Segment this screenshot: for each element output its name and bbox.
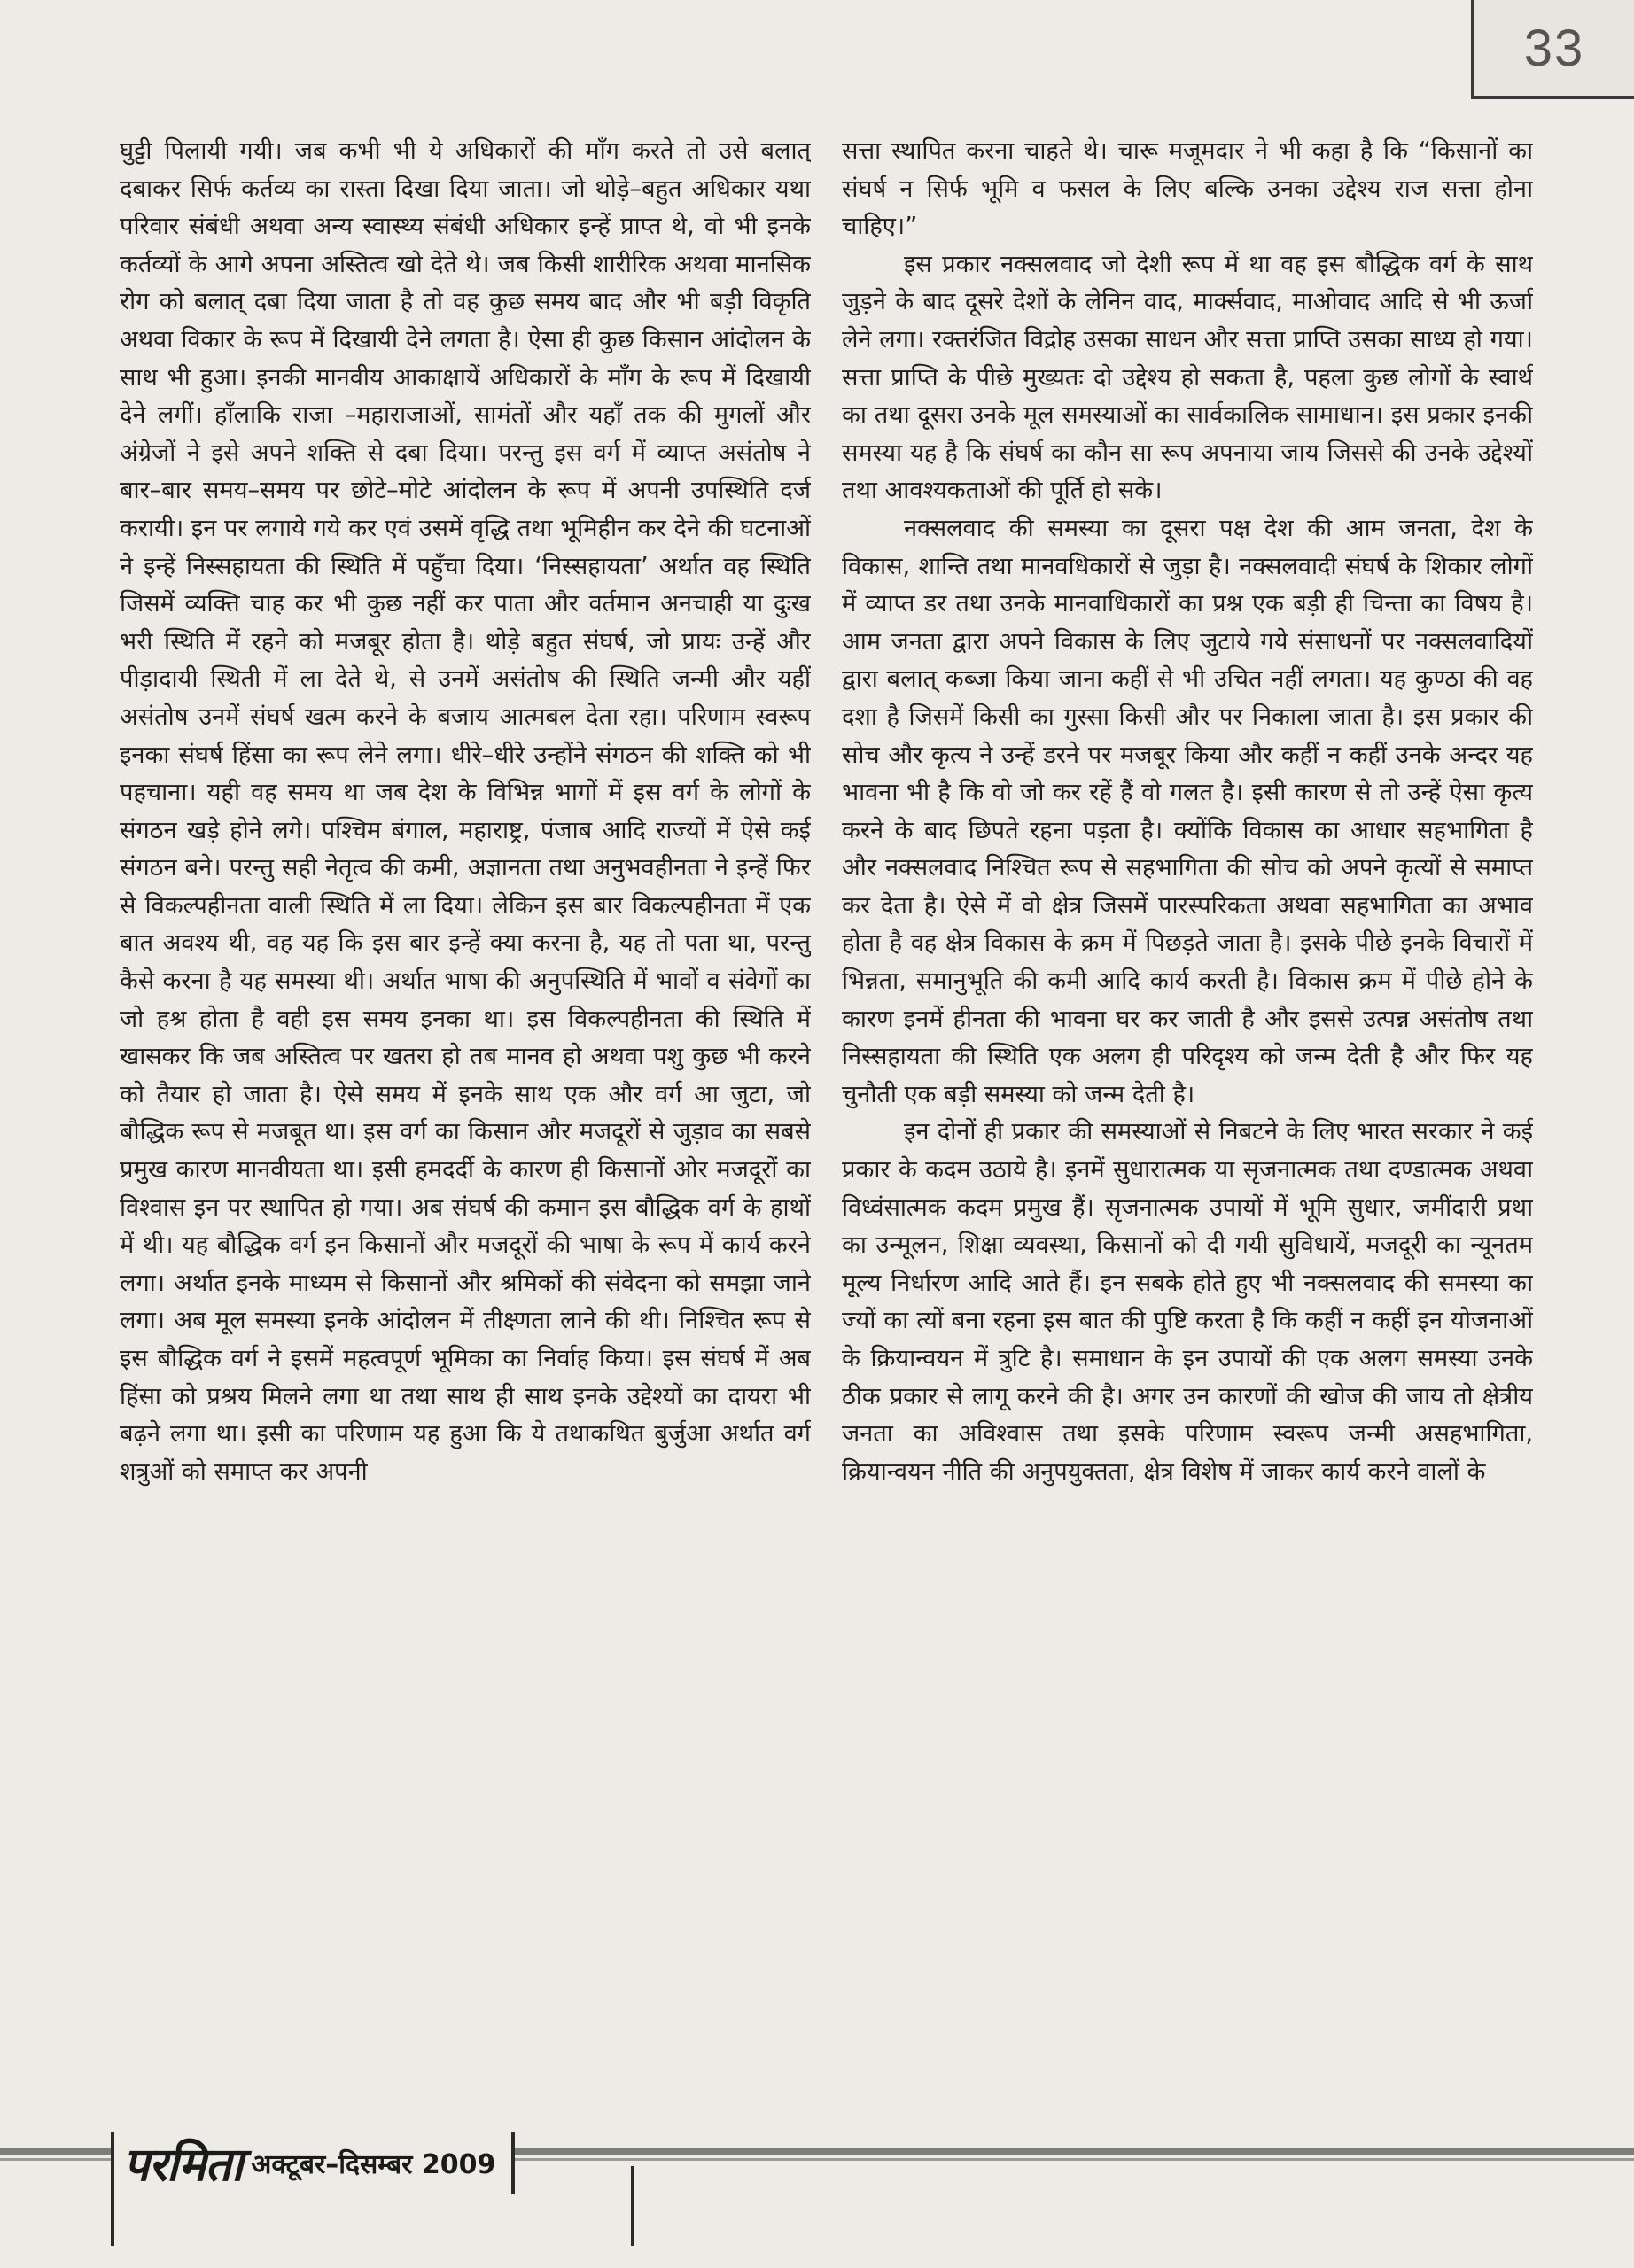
right-column — [842, 133, 1533, 2073]
footer-divider-right — [631, 2166, 634, 2246]
magazine-logo: परमिता — [123, 2137, 243, 2192]
right-paragraph-4: इन दोनों ही प्रकार की समस्याओं से निबटने के लिए भारत सरकार ने कई प्रकार के कदम उठाये है। इनमें सुधारात्मक या सृजनात्मक तथा दण्डात्मक अथवा विध्वंसात्मक कदम प्रमुख हैं। सृजनात्मक उपायों में भूमि सुधार, जमींदारी प्रथा का उन्मूलन, शिक्षा व्यवस्था, किसानों को दी गयी सुविधायें, मजदूरी का न्यूनतम मूल्य निर्धारण आदि आते हैं। इन सबके होते हुए भी नक्सलवाद की समस्या का ज्यों का त्यों बना रहना इस बात की पुष्टि करता है कि कहीं न कहीं इन योजनाओं के क्रियान्वयन में त्रुटि है। समाधान के इन उपायों की एक अलग समस्या उनके ठीक प्रकार से लागू करने की है। अगर उन कारणों की खोज की जाय तो क्षेत्रीय जनता का अविश्वास तथा इसके परिणाम स्वरूप जन्मी असहभागिता, क्रियान्वयन नीति की अनुपयुक्तता, क्षेत्र विशेष में जाकर कार्य करने वालों के — [842, 1118, 1533, 1486]
left-column — [120, 133, 811, 2073]
page-number: 33 — [1523, 19, 1585, 77]
right-paragraph-1: सत्ता स्थापित करना चाहते थे। चारू मजूमदार ने भी कहा है कि “किसानों का संघर्ष न सिर्फ भूमि व फसल के लिए बल्कि उनका उद्देश्य राज सत्ता होना चाहिए।” — [842, 137, 1533, 241]
left-paragraph-1: घुट्टी पिलायी गयी। जब कभी भी ये अधिकारों की माँग करते तो उसे बलात् दबाकर सिर्फ कर्तव्य का रास्ता दिखा दिया जाता। जो थोड़े–बहुत अधिकार यथा परिवार संबंधी अथवा अन्य स्वास्थ्य संबंधी अधिकार इन्हें प्राप्त थे, वो भी इनके कर्तव्यों के आगे अपना अस्तित्व खो देते थे। जब किसी शारीरिक अथवा मानसिक रोग को बलात् दबा दिया जाता है तो वह कुछ समय बाद और भी बड़ी विकृति अथवा विकार के रूप में दिखायी देने लगता है। ऐसा ही कुछ किसान आंदोलन के साथ भी हुआ। इनकी मानवीय आकाक्षायें अधिकारों के माँग के रूप में दिखायी देने लगीं। हाँलाकि राजा –महाराजाओं, सामंतों और यहाँ तक की मुगलों और अंग्रेजों ने इसे अपने शक्ति से दबा दिया। परन्तु इस वर्ग में व्याप्त असंतोष ने बार–बार समय–समय पर छोटे–मोटे आंदोलन के रूप में अपनी उपस्थिति दर्ज करायी। इन पर लगाये गये कर एवं उसमें वृद्धि तथा भूमिहीन कर देने की घटनाओं ने इन्हें निस्सहायता की स्थिति में पहुँचा दिया। ‘निस्सहायता’ अर्थात वह स्थिति जिसमें व्यक्ति चाह कर भी कुछ नहीं कर पाता और वर्तमान अनचाही या दुःख भरी स्थिति में रहने को मजबूर होता है। थोड़े बहुत संघर्ष, जो प्रायः उन्हें और पीड़ादायी स्थिती में ला देते थे, से उनमें असंतोष की स्थिति जन्मी और यहीं असंतोष उनमें संघर्ष खत्म करने के बजाय आत्मबल देता रहा। परिणाम स्वरूप इनका संघर्ष हिंसा का रूप लेने लगा। धीरे–धीरे उन्होंने संगठन की शक्ति को भी पहचाना। यही वह समय था जब देश के विभिन्न भागों में इस वर्ग के लोगों के संगठन खड़े होने लगे। पश्चिम बंगाल, महाराष्ट्र, पंजाब आदि राज्यों में ऐसे कई संगठन बने। परन्तु सही नेतृत्व की कमी, अज्ञानता तथा अनुभवहीनता ने इन्हें फिर से विकल्पहीनता वाली स्थिति में ला दिया। लेकिन इस बार विकल्पहीनता में एक बात अवश्य थी, वह यह कि इस बार इन्हें क्या करना है, यह तो पता था, परन्तु कैसे करना है यह समस्या थी। अर्थात भाषा की अनुपस्थिति में भावों व संवेगों का जो हश्र होता है वही इस समय इनका था। इस विकल्पहीनता की स्थिति में खासकर कि जब अस्तित्व पर खतरा हो तब मानव हो अथवा पशु कुछ भी करने को तैयार हो जाता है। ऐसे समय में इनके साथ एक और वर्ग आ जुटा, जो बौद्धिक रूप से मजबूत था। इस वर्ग का किसान और मजदूरों से जुड़ाव का सबसे प्रमुख कारण मानवीयता था। इसी हमदर्दी के कारण ही किसानों ओर मजदूरों का विश्वास इन पर स्थापित हो गया। अब संघर्ष की कमान इस बौद्धिक वर्ग के हाथों में थी। यह बौद्धिक वर्ग इन किसानों और मजदूरों की भाषा के रूप में कार्य करने लगा। अर्थात इनके माध्यम से किसानों और श्रमिकों की संवेदना को समझा जाने लगा। अब मूल समस्या इनके आंदोलन में तीक्ष्णता लाने की थी। निश्चित रूप से इस बौद्धिक वर्ग ने इसमें महत्वपूर्ण भूमिका का निर्वाह किया। इस संघर्ष में अब हिंसा को प्रश्रय मिलने लगा था तथा साथ ही साथ इनके उद्देश्यों का दायरा भी बढ़ने लगा था। इसी का परिणाम यह हुआ कि ये तथाकथित बुर्जुआ अर्थात वर्ग शत्रुओं को समाप्त कर अपनी — [120, 137, 811, 1486]
issue-period: अक्टूबर–दिसम्बर 2009 — [251, 2148, 496, 2180]
right-paragraph-2: इस प्रकार नक्सलवाद जो देशी रूप में था वह इस बौद्धिक वर्ग के साथ जुड़ने के बाद दूसरे देशों के लेनिन वाद, मार्क्सवाद, माओवाद आदि से भी ऊर्जा लेने लगा। रक्तरंजित विद्रोह उसका साधन और सत्ता प्राप्ति उसका साध्य हो गया। सत्ता प्राप्ति के पीछे मुख्यतः दो उद्देश्य हो सकता है, पहला कुछ लोगों के स्वार्थ का तथा दूसरा उनके मूल समस्याओं का सार्वकालिक सामाधान। इस प्रकार इनकी समस्या यह है कि संघर्ष का कौन सा रूप अपनाया जाय जिससे की उनके उद्देश्यों तथा आवश्यकताओं की पूर्ति हो सके। — [842, 250, 1533, 505]
page-number-box — [1471, 0, 1634, 99]
footer-bar — [111, 2132, 515, 2194]
right-paragraph-3: नक्सलवाद की समस्या का दूसरा पक्ष देश की आम जनता, देश के विकास, शान्ति तथा मानवधिकारों से जुड़ा है। नक्सलवादी संघर्ष के शिकार लोगों में व्याप्त डर तथा उनके मानवाधिकारों का प्रश्न एक बड़ी ही चिन्ता का विषय है। आम जनता द्वारा अपने विकास के लिए जुटाये गये संसाधनों पर नक्सलवादियों द्वारा बलात् कब्जा किया जाना कहीं से भी उचित नहीं लगता। यह कुण्ठा की वह दशा है जिसमें किसी का गुस्सा किसी और पर निकाला जाता है। इस प्रकार की सोच और कृत्य ने उन्हें डरने पर मजबूर किया और कहीं न कहीं उनके अन्दर यह भावना भी है कि वो जो कर रहें हैं वो गलत है। इसी कारण से तो उन्हें ऐसा कृत्य करने के बाद छिपते रहना पड़ता है। क्योंकि विकास का आधार सहभागिता है और नक्सलवाद निश्चित रूप से सहभागिता की सोच को अपने कृत्यों से समाप्त कर देता है। ऐसे में वो क्षेत्र जिसमें पारस्परिकता अथवा सहभागिता का अभाव होता है वह क्षेत्र विकास के क्रम में पिछड़ते जाता है। इसके पीछे इनके विचारों में भिन्नता, समानुभूति की कमी आदि कार्य करती है। विकास क्रम में पीछे होने के कारण इनमें हीनता की भावना घर कर जाती है और इससे उत्पन्न असंतोष तथा निस्सहायता की स्थिति एक अलग ही परिदृश्य को जन्म देती है और फिर यह चुनौती एक बड़ी समस्या को जन्म देती है। — [842, 514, 1533, 1108]
